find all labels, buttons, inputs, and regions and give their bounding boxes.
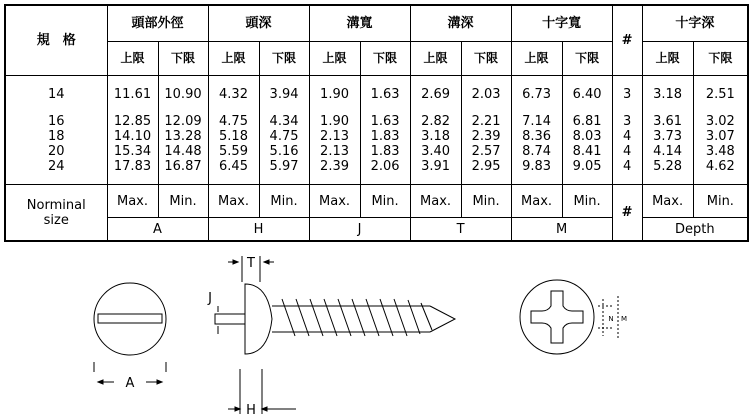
cell-value: 4.62 (705, 158, 735, 174)
row-gap (643, 102, 693, 114)
col-m-max (511, 76, 562, 185)
dim-h-drawing-label: H (246, 403, 256, 418)
cross-width-header-cn: 十字寬 (511, 5, 612, 42)
cell-value: 14.48 (164, 143, 202, 159)
cell-value: 7.14 (522, 113, 552, 129)
row-gap (361, 102, 410, 114)
cell-value: 2.06 (370, 158, 400, 174)
row-gap (694, 102, 748, 114)
cell-value: 16 (47, 113, 65, 129)
cell-value: 2.39 (471, 128, 501, 144)
col-depth-max (642, 76, 693, 185)
cell-value: 3.40 (421, 143, 451, 159)
spec-table (4, 4, 749, 242)
row-gap (159, 102, 208, 114)
cell-value: 12.09 (164, 113, 202, 129)
slotted-head-top-view (94, 283, 166, 391)
col-a-max (107, 76, 158, 185)
cell-value: 3.94 (269, 86, 299, 102)
cell-value: 14 (47, 86, 65, 102)
cell-value: 3 (622, 113, 632, 129)
cell-value: 1.90 (320, 86, 349, 102)
cell-value: 8.74 (522, 143, 552, 159)
cell-value: 3.18 (421, 128, 451, 144)
cell-value: 1.63 (370, 86, 400, 102)
row-gap (512, 102, 562, 114)
max-label: Max. (208, 185, 259, 218)
cross-depth-header-cn: 十字深 (642, 5, 748, 42)
dim-m-drawing-label: M (620, 315, 628, 323)
cell-value: 4.75 (269, 128, 299, 144)
max-label: Max. (410, 185, 461, 218)
cell-value: 6.73 (522, 86, 552, 102)
col-t-min (461, 76, 511, 185)
min-label: Min. (562, 185, 612, 218)
cell-value: 4 (622, 143, 632, 159)
lower-limit-header: 下限 (360, 42, 410, 76)
cell-value: 2.69 (421, 86, 451, 102)
max-label: Max. (107, 185, 158, 218)
col-a-min (158, 76, 208, 185)
dimension-h-label: H (208, 218, 309, 242)
cell-value: 4.32 (219, 86, 248, 102)
cell-value: 8.36 (522, 128, 552, 144)
head-diameter-header-cn: 頭部外徑 (107, 5, 208, 42)
cell-value: 3.02 (705, 113, 735, 129)
dimension-j-label: J (309, 218, 410, 242)
row-gap (563, 102, 612, 114)
lower-limit-header: 下限 (259, 42, 309, 76)
hash-label-en: # (612, 185, 642, 242)
dim-j-drawing-label: J (208, 291, 212, 306)
cell-value: 2.13 (320, 128, 349, 144)
size-header-cn: 規 格 (5, 5, 107, 76)
cell-value: 10.90 (164, 86, 202, 102)
head-depth-header-cn: 頭深 (208, 5, 309, 42)
dim-n-drawing-label: N (608, 315, 614, 323)
cell-value: 4 (622, 158, 632, 174)
row-gap (209, 102, 259, 114)
dim-t-drawing-label: T (247, 256, 255, 271)
upper-limit-header: 上限 (107, 42, 158, 76)
cell-value: 4.34 (269, 113, 299, 129)
upper-limit-header: 上限 (208, 42, 259, 76)
cell-value: 4.75 (219, 113, 248, 129)
min-label: Min. (158, 185, 208, 218)
cell-value: 2.95 (471, 158, 501, 174)
cell-value: 18 (47, 128, 65, 144)
cell-value: 3.73 (653, 128, 683, 144)
data-row (5, 76, 748, 185)
row-gap (462, 102, 511, 114)
lower-limit-header: 下限 (562, 42, 612, 76)
row-gap (613, 102, 642, 114)
cell-value: 1.90 (320, 113, 349, 129)
row-gap (411, 102, 461, 114)
cell-value: 4.14 (653, 143, 683, 159)
col-size (5, 76, 107, 185)
cell-value: 9.83 (522, 158, 552, 174)
col-m-min (562, 76, 612, 185)
cell-value: 5.16 (269, 143, 299, 159)
cell-value: 4 (622, 128, 632, 144)
cell-value: 16.87 (164, 158, 202, 174)
dimension-t-label: T (410, 218, 511, 242)
cell-value: 8.03 (572, 128, 602, 144)
max-label: Max. (511, 185, 562, 218)
upper-limit-header: 上限 (309, 42, 360, 76)
cell-value: 5.97 (269, 158, 299, 174)
cell-value: 20 (47, 143, 65, 159)
row-gap (108, 102, 158, 114)
cell-value: 5.59 (219, 143, 248, 159)
header-row-cn (5, 5, 748, 42)
max-label: Max. (642, 185, 693, 218)
nominal-size-line1: Norminal (26, 197, 86, 213)
cell-value: 2.21 (471, 113, 501, 129)
cell-value: 3.91 (421, 158, 451, 174)
upper-limit-header: 上限 (511, 42, 562, 76)
max-label: Max. (309, 185, 360, 218)
cell-value: 3.18 (653, 86, 683, 102)
dimension-a-label: A (107, 218, 208, 242)
slot-depth-header-cn: 溝深 (410, 5, 511, 42)
cell-value: 1.83 (370, 128, 400, 144)
min-label: Min. (360, 185, 410, 218)
col-h-min (259, 76, 309, 185)
dim-a-drawing-label: A (125, 376, 135, 391)
col-t-max (410, 76, 461, 185)
cell-value: 8.41 (572, 143, 602, 159)
col-j-max (309, 76, 360, 185)
cell-value: 11.61 (113, 86, 152, 102)
cell-value: 3.48 (705, 143, 735, 159)
lower-limit-header: 下限 (693, 42, 748, 76)
row-gap (260, 102, 309, 114)
hash-header-cn: # (612, 5, 642, 76)
upper-limit-header: 上限 (410, 42, 461, 76)
lower-limit-header: 下限 (158, 42, 208, 76)
footer-row-limits (5, 185, 748, 218)
cell-value: 12.85 (113, 113, 152, 129)
cell-value: 13.28 (164, 128, 202, 144)
nominal-size-label (5, 185, 107, 242)
col-depth-min (693, 76, 748, 185)
min-label: Min. (461, 185, 511, 218)
col-h-max (208, 76, 259, 185)
nominal-size-line2: size (43, 212, 69, 228)
cell-value: 2.51 (705, 86, 735, 102)
screw-side-view (207, 256, 455, 418)
cell-value: 3 (622, 86, 632, 102)
cell-value: 24 (47, 158, 65, 174)
cell-value: 1.63 (370, 113, 400, 129)
row-gap (310, 102, 360, 114)
cell-value: 6.40 (572, 86, 602, 102)
screw-drawings (0, 244, 751, 419)
cell-value: 2.03 (471, 86, 501, 102)
cell-value: 9.05 (572, 158, 602, 174)
col-j-min (360, 76, 410, 185)
cell-value: 6.45 (219, 158, 248, 174)
min-label: Min. (259, 185, 309, 218)
cell-value: 2.13 (320, 143, 349, 159)
cell-value: 3.07 (705, 128, 735, 144)
cell-value: 5.18 (219, 128, 248, 144)
lower-limit-header: 下限 (461, 42, 511, 76)
cell-value: 15.34 (113, 143, 152, 159)
cell-value: 1.83 (370, 143, 400, 159)
cell-value: 2.39 (320, 158, 349, 174)
dimension-depth-label: Depth (642, 218, 748, 242)
min-label: Min. (693, 185, 748, 218)
cell-value: 5.28 (653, 158, 683, 174)
phillips-head-top-view (520, 280, 627, 354)
row-gap (6, 102, 107, 114)
cell-value: 6.81 (572, 113, 602, 129)
slot-width-header-cn: 溝寬 (309, 5, 410, 42)
cell-value: 14.10 (113, 128, 152, 144)
cell-value: 2.82 (421, 113, 451, 129)
upper-limit-header: 上限 (642, 42, 693, 76)
cell-value: 17.83 (113, 158, 152, 174)
col-num (612, 76, 642, 185)
cell-value: 2.57 (471, 143, 501, 159)
cell-value: 3.61 (653, 113, 683, 129)
dimension-m-label: M (511, 218, 612, 242)
